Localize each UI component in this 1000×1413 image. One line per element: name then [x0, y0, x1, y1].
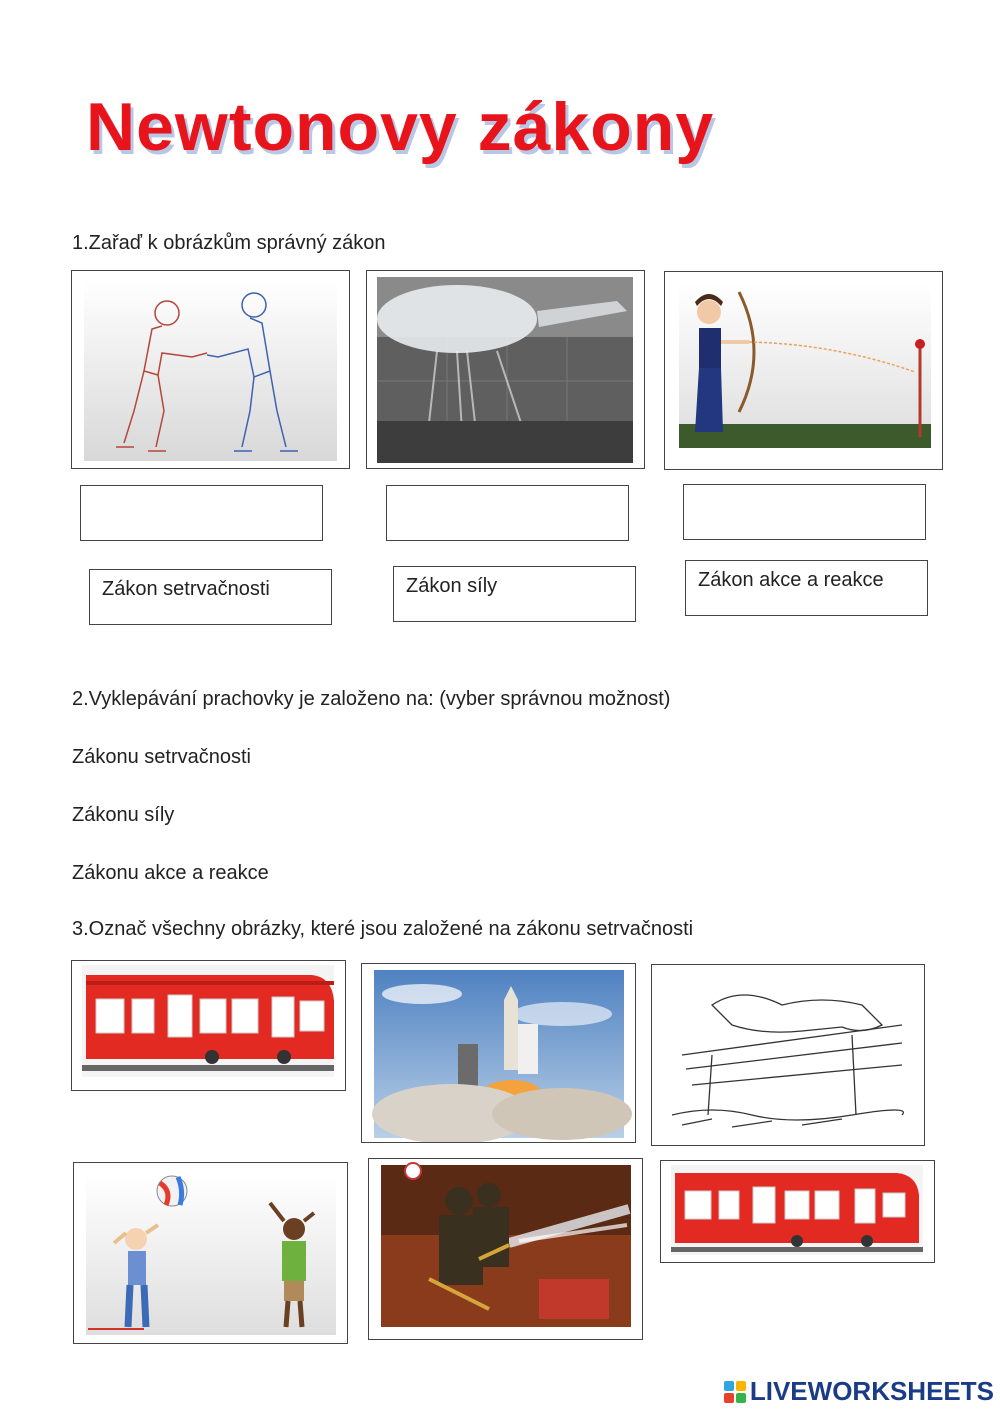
question-2-text: 2.Vyklepávání prachovky je založeno na: (vyber správnou možnost) [72, 688, 671, 710]
brand-text: LIVEWORKSHEETS [749, 1376, 994, 1406]
skaters-illustration [72, 271, 349, 468]
label-law-of-force[interactable]: Zákon síly [393, 566, 636, 622]
firefighters-photo [369, 1159, 642, 1339]
archer-illustration [665, 272, 942, 469]
kids-ball-illustration [74, 1163, 347, 1343]
rocket-photo [362, 964, 635, 1142]
answer-box-2[interactable] [386, 485, 629, 541]
page-title: Newtonovy zákony [86, 89, 715, 165]
image-sieve-flour [366, 270, 645, 469]
question-3-text: 3.Označ všechny obrázky, které jsou založené na zákonu setrvačnosti [72, 918, 694, 940]
horse-sketch [652, 965, 924, 1145]
image-firefighters[interactable] [368, 1158, 643, 1340]
image-archer [664, 271, 943, 470]
image-rocket-launch[interactable] [361, 963, 636, 1143]
liveworksheets-logo-icon [724, 1381, 746, 1403]
label-law-of-inertia[interactable]: Zákon setrvačnosti [89, 569, 332, 625]
tram-illustration [661, 1161, 934, 1262]
image-horse-jumping[interactable] [651, 964, 925, 1146]
image-skaters-pushing [71, 270, 350, 469]
image-kids-ball[interactable] [73, 1162, 348, 1344]
image-tram-1[interactable] [71, 960, 346, 1091]
option-force[interactable]: Zákonu síly [72, 804, 175, 826]
tram-illustration [72, 961, 345, 1090]
question-1-text: 1.Zařaď k obrázkům správný zákon [72, 232, 386, 254]
answer-box-1[interactable] [80, 485, 323, 541]
option-inertia[interactable]: Zákonu setrvačnosti [72, 746, 251, 768]
label-law-of-action-reaction[interactable]: Zákon akce a reakce [685, 560, 928, 616]
sieve-photo [367, 271, 644, 468]
option-action-reaction[interactable]: Zákonu akce a reakce [72, 862, 269, 884]
answer-box-3[interactable] [683, 484, 926, 540]
liveworksheets-logo [724, 1376, 994, 1407]
image-tram-2[interactable] [660, 1160, 935, 1263]
